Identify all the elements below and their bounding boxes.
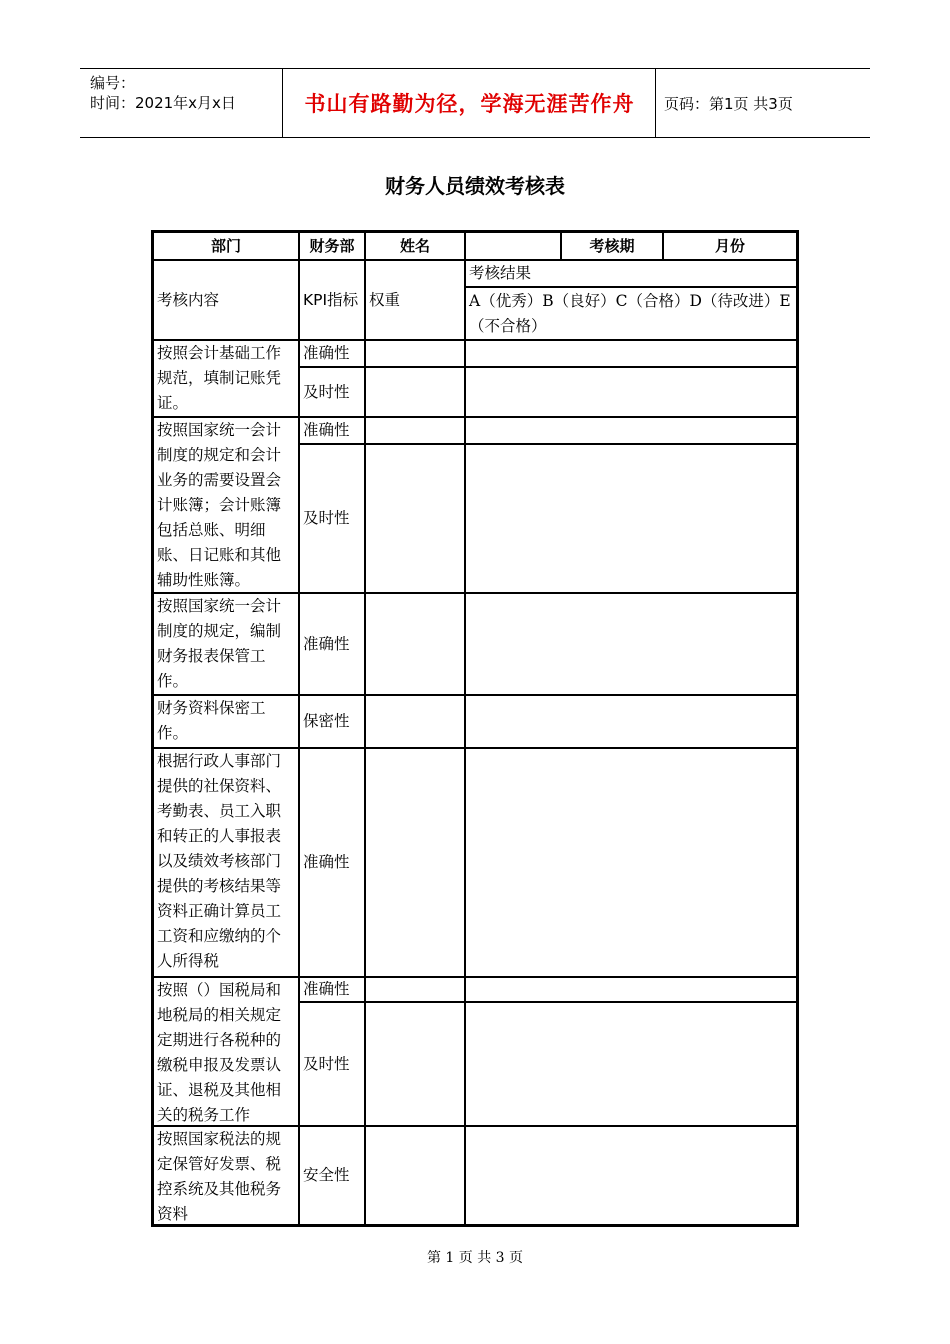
period-label-cell: 考核期 <box>561 232 663 260</box>
header-page-number: 页码：第1页 共3页 <box>664 94 793 113</box>
header-meta <box>90 73 236 113</box>
result-cell[interactable] <box>465 1126 797 1225</box>
row-content: 根据行政人事部门提供的社保资料、考勤表、员工入职和转正的人事报表以及绩效考核部门提供的考核结果等资料正确计算员工工资和应缴纳的个人所得税 <box>157 752 282 970</box>
kpi-cell <box>299 593 365 695</box>
weight-cell[interactable] <box>365 417 465 444</box>
kpi-cell <box>299 1126 365 1225</box>
header-divider <box>655 69 656 137</box>
period-value-cell: 月份 <box>663 232 797 260</box>
kpi-label: 及时性 <box>303 1054 350 1073</box>
weight-cell[interactable] <box>365 695 465 748</box>
date-label: 时间：2021年x月x日 <box>90 94 236 112</box>
kpi-header: KPI指标 <box>303 290 359 309</box>
kpi-label: 准确性 <box>303 344 350 362</box>
row-content: 按照国家统一会计制度的规定和会计业务的需要设置会计账簿；会计账簿包括总账、明细账、日记账和其他辅助性账簿。 <box>157 421 282 589</box>
kpi-cell <box>299 417 365 444</box>
weight-cell[interactable] <box>365 444 465 593</box>
result-cell[interactable] <box>465 748 797 977</box>
kpi-header-cell <box>299 260 365 340</box>
page-header <box>80 68 870 138</box>
result-scale: A（优秀）B（良好）C（合格）D（待改进）E（不合格） <box>469 292 791 335</box>
kpi-label: 准确性 <box>303 421 350 439</box>
kpi-label: 保密性 <box>303 712 350 730</box>
content-header-cell <box>153 260 299 340</box>
kpi-cell <box>299 340 365 367</box>
result-header-cell <box>465 260 797 287</box>
assessment-table <box>151 230 799 1227</box>
weight-header-cell <box>365 260 465 340</box>
row-content-cell <box>153 593 299 695</box>
kpi-label: 准确性 <box>303 634 350 653</box>
weight-cell[interactable] <box>365 340 465 367</box>
row-content: 按照会计基础工作规范，填制记账凭证。 <box>157 344 282 412</box>
row-content: 按照国家税法的规定保管好发票、税控系统及其他税务资料 <box>157 1130 282 1223</box>
dept-value-cell: 财务部 <box>299 232 365 260</box>
kpi-cell <box>299 367 365 417</box>
number-label: 编号： <box>90 74 136 92</box>
row-content-cell <box>153 695 299 748</box>
kpi-label: 安全性 <box>303 1166 350 1184</box>
row-content: 财务资料保密工作。 <box>157 699 266 742</box>
row-content-cell <box>153 748 299 977</box>
weight-header: 权重 <box>369 290 401 309</box>
name-value-cell[interactable] <box>465 232 561 260</box>
header-motto: 书山有路勤为径，学海无涯苦作舟 <box>304 91 635 116</box>
row-content-cell <box>153 417 299 593</box>
kpi-label: 准确性 <box>303 980 350 998</box>
weight-cell[interactable] <box>365 593 465 695</box>
result-cell[interactable] <box>465 695 797 748</box>
kpi-cell <box>299 1002 365 1126</box>
weight-cell[interactable] <box>365 367 465 417</box>
result-scale-cell <box>465 287 797 340</box>
result-cell[interactable] <box>465 340 797 367</box>
kpi-label: 及时性 <box>303 382 350 401</box>
weight-cell[interactable] <box>365 748 465 977</box>
result-cell[interactable] <box>465 444 797 593</box>
weight-cell[interactable] <box>365 977 465 1002</box>
kpi-cell <box>299 748 365 977</box>
row-content-cell <box>153 1126 299 1225</box>
kpi-cell <box>299 977 365 1002</box>
result-header: 考核结果 <box>469 264 532 282</box>
result-cell[interactable] <box>465 1002 797 1126</box>
document-title: 财务人员绩效考核表 <box>385 174 565 198</box>
kpi-label: 准确性 <box>303 853 350 871</box>
result-cell[interactable] <box>465 977 797 1002</box>
weight-cell[interactable] <box>365 1002 465 1126</box>
row-content: 按照国家统一会计制度的规定，编制财务报表保管工作。 <box>157 597 282 690</box>
kpi-cell <box>299 695 365 748</box>
content-header: 考核内容 <box>157 290 220 309</box>
result-cell[interactable] <box>465 417 797 444</box>
name-label-cell: 姓名 <box>365 232 465 260</box>
kpi-cell <box>299 444 365 593</box>
kpi-label: 及时性 <box>303 509 350 527</box>
row-content: 按照（）国税局和地税局的相关规定定期进行各税种的缴税申报及发票认证、退税及其他相关的税务工作 <box>157 981 282 1124</box>
weight-cell[interactable] <box>365 1126 465 1225</box>
result-cell[interactable] <box>465 593 797 695</box>
dept-label-cell: 部门 <box>153 232 299 260</box>
page-footer: 第 1 页 共 3 页 <box>426 1250 524 1266</box>
row-content-cell <box>153 340 299 417</box>
row-content-cell <box>153 977 299 1126</box>
result-cell[interactable] <box>465 367 797 417</box>
